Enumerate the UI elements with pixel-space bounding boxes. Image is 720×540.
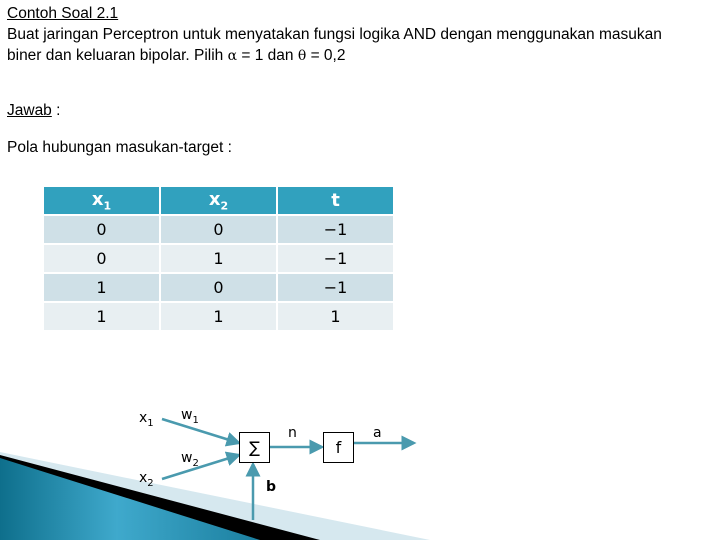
cell-t: −1 xyxy=(278,245,393,272)
answer-label: Jawab : xyxy=(7,102,61,119)
problem-line-2: biner dan keluaran bipolar. Pilih α = 1 dan θ = 0,2 xyxy=(7,47,346,64)
cell-x2: 1 xyxy=(161,245,276,272)
weight-w1-label: $w_1$ xyxy=(181,407,199,426)
cell-x2: 1 xyxy=(161,303,276,330)
header-x2: $x_2$ xyxy=(161,187,276,214)
sigma-icon: ∑ xyxy=(249,438,260,457)
cell-t: −1 xyxy=(278,274,393,301)
cell-x1: 0 xyxy=(44,245,159,272)
pattern-label: Pola hubungan masukan-target : xyxy=(7,139,232,156)
alpha-symbol: α xyxy=(227,48,238,64)
cell-x2: 0 xyxy=(161,216,276,243)
theta-symbol: θ xyxy=(297,48,307,64)
activation-node xyxy=(323,432,354,463)
weight-w2-label: $w_2$ xyxy=(181,450,199,469)
example-title: Contoh Soal 2.1 xyxy=(7,5,119,22)
cell-x1: 0 xyxy=(44,216,159,243)
problem-line-1: Buat jaringan Perceptron untuk menyatakan fungsi logika AND dengan menggunakan masukan xyxy=(7,26,662,43)
bias-b-label: b xyxy=(266,479,277,495)
w1-connection xyxy=(162,419,239,443)
cell-t: 1 xyxy=(278,303,393,330)
net-n-label: n xyxy=(288,425,297,441)
input-x1-label: $x_1$ xyxy=(139,410,154,429)
header-t: t xyxy=(278,187,393,214)
output-a-label: a xyxy=(373,425,382,441)
cell-x1: 1 xyxy=(44,303,159,330)
cell-t: −1 xyxy=(278,216,393,243)
summation-node xyxy=(239,432,270,463)
activation-f-label: f xyxy=(335,438,342,457)
w2-connection xyxy=(162,455,239,479)
input-x2-label: $x_2$ xyxy=(139,470,154,489)
header-x1: $x_1$ xyxy=(44,187,159,214)
cell-x1: 1 xyxy=(44,274,159,301)
cell-x2: 0 xyxy=(161,274,276,301)
